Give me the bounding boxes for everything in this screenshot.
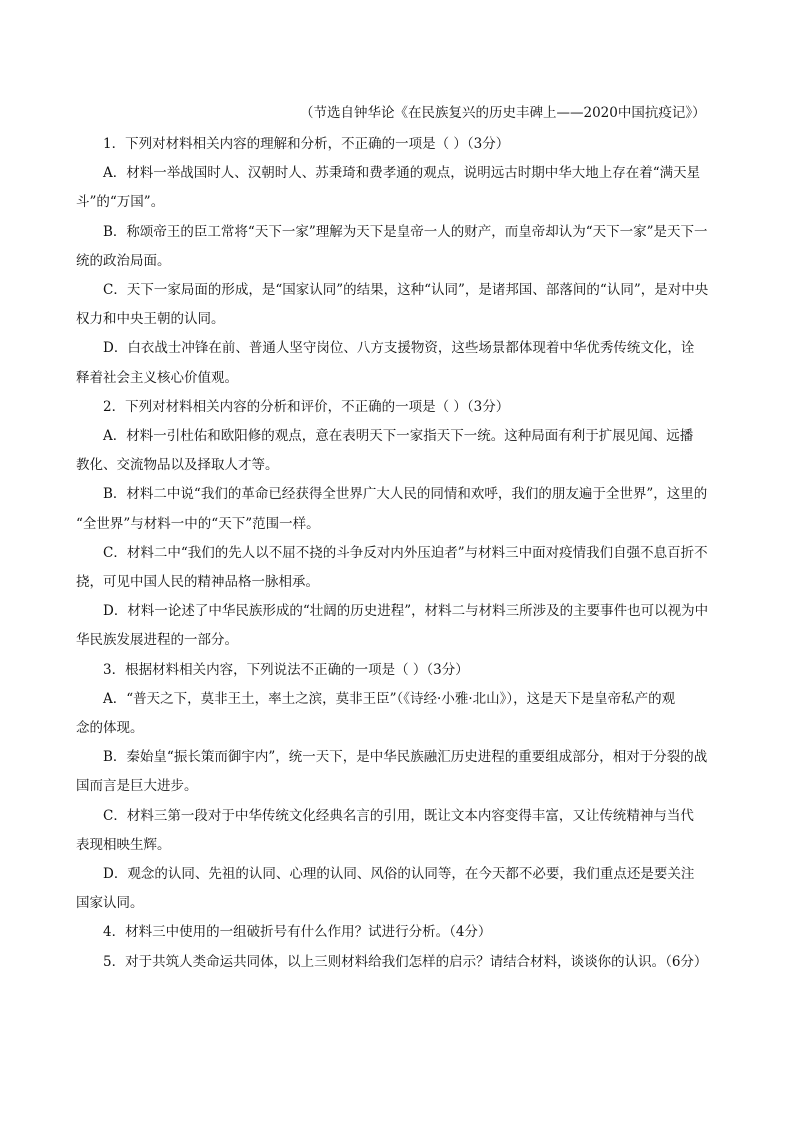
question-2-option-d (76, 597, 723, 655)
option-line-1: C．材料二中“我们的先人以不屈不挠的斗争反对内外压迫者”与材料三中面对疫情我们自强不息百折不 (103, 544, 708, 561)
option-line-2: 国而言是巨大进步。 (76, 778, 198, 795)
question-1-option-d (76, 334, 723, 392)
question-3-stem: 3．根据材料相关内容，下列说法不正确的一项是（ ）（3分） (103, 661, 469, 678)
option-line-2: 国家认同。 (76, 895, 144, 912)
option-line-1: A．材料一举战国时人、汉朝时人、苏秉琦和费孝通的观点，说明远古时期中华大地上存在着“满天星 (103, 165, 701, 182)
question-4-stem: 4．材料三中使用的一组破折号有什么作用？试进行分析。（4分） (103, 924, 492, 941)
option-line-2: 斗”的“万国”。 (76, 194, 165, 211)
option-line-2: “全世界”与材料一中的“天下”范围一样。 (76, 515, 320, 532)
option-line-2: 统的政治局面。 (76, 252, 171, 269)
option-line-2: 华民族发展进程的一部分。 (76, 632, 238, 649)
option-line-1: C．天下一家局面的形成，是“国家认同”的结果，这种“认同”，是诸邦国、部落间的“认同”，是对中央 (103, 282, 709, 299)
option-line-2: 挠，可见中国人民的精神品格一脉相承。 (76, 574, 319, 591)
option-line-1: D．材料一论述了中华民族形成的“壮阔的历史进程”，材料二与材料三所涉及的主要事件也可以视为中 (103, 603, 709, 620)
question-1-option-c (76, 276, 723, 334)
option-line-1: D．观念的认同、先祖的认同、心理的认同、风俗的认同等，在今天都不必要，我们重点还是要关注 (103, 866, 695, 883)
option-line-1: B．材料二中说“我们的革命已经获得全世界广大人民的同情和欢呼，我们的朋友遍于全世界”，这里的 (103, 486, 708, 503)
question-2-option-c (76, 539, 723, 597)
option-line-1: B．称颂帝王的臣工常将“天下一家”理解为天下是皇帝一人的财产，而皇帝却认为“天下一家”是天下一 (103, 223, 708, 240)
option-line-2: 表现相映生辉。 (76, 836, 171, 853)
question-3-option-d (76, 860, 723, 918)
option-line-1: C．材料三第一段对于中华传统文化经典名言的引用，既让文本内容变得丰富，又让传统精神与当代 (103, 807, 694, 824)
option-line-2: 释着社会主义核心价值观。 (76, 369, 238, 386)
question-3-option-c (76, 802, 723, 860)
question-2-option-b (76, 480, 723, 538)
question-1-option-a (76, 159, 723, 217)
question-5-stem: 5．对于共筑人类命运共同体，以上三则材料给我们怎样的启示？请结合材料，谈谈你的认识。（6分） (103, 953, 708, 970)
question-2-stem: 2．下列对材料相关内容的分析和评价，不正确的一项是（ ）（3分） (103, 398, 510, 415)
question-3-option-b (76, 743, 723, 801)
option-line-2: 念的体现。 (76, 720, 144, 737)
option-line-1: B．秦始皇“振长策而御宇内”，统一天下，是中华民族融汇历史进程的重要组成部分，相对于分裂的战 (103, 749, 708, 766)
question-1-stem: 1．下列对材料相关内容的理解和分析，不正确的一项是（ ）（3分） (103, 136, 510, 152)
option-line-1: D．白衣战士冲锋在前、普通人坚守岗位、八方支援物资，这些场景都体现着中华优秀传统文化，诠 (103, 340, 695, 357)
question-3-option-a (76, 685, 723, 743)
option-line-1: A．材料一引杜佑和欧阳修的观点，意在表明天下一家指天下一统。这种局面有利于扩展见闻、远播 (103, 428, 694, 445)
question-1-option-b (76, 218, 723, 276)
option-line-2: 教化、交流物品以及择取人才等。 (76, 457, 279, 474)
questions-section (76, 130, 723, 977)
option-line-2: 权力和中央王朝的认同。 (76, 311, 225, 328)
option-line-1: A．“普天之下，莫非王土，率土之滨，莫非王臣”（《诗经·小雅·北山》），这是天下是皇帝私产的观 (103, 690, 676, 707)
source-note: （节选自钟华论《在民族复兴的历史丰碑上——2020中国抗疫记》） (300, 105, 706, 121)
question-2-option-a (76, 422, 723, 480)
